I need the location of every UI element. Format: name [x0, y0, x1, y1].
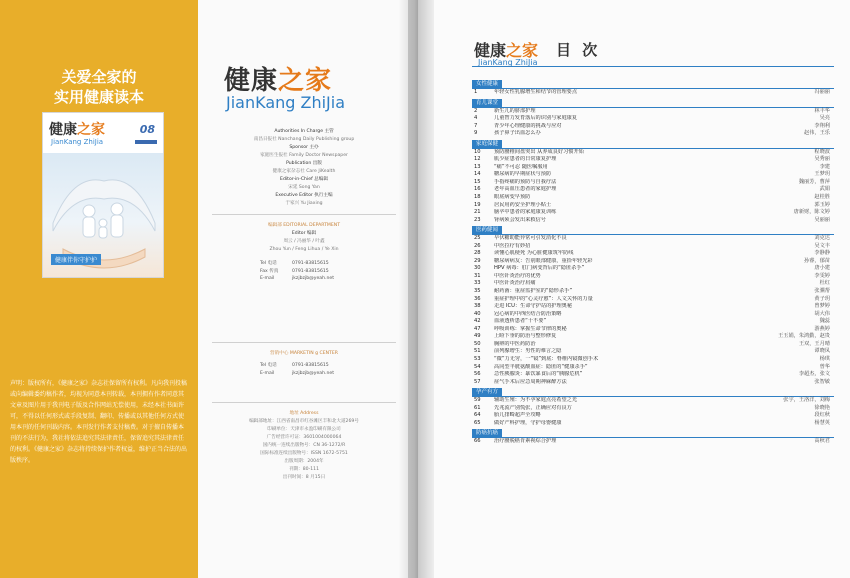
- entry-title: 前列腺增生：男性的难言之隐: [494, 348, 562, 355]
- entry-title: 脑卒中患者的家庭康复训练: [494, 209, 557, 216]
- entry-title: 老年高血压患者的家庭护理: [494, 186, 557, 193]
- toc-section: [472, 429, 834, 446]
- entry-author: 徐晓艳: [814, 404, 830, 411]
- entry-page-number: 56: [474, 371, 481, 378]
- masthead-page: [0, 0, 408, 578]
- toc-entry[interactable]: [472, 171, 834, 179]
- entry-page-number: 21: [474, 209, 481, 216]
- entry-page-number: 38: [474, 303, 481, 310]
- toc-entry[interactable]: [472, 108, 834, 116]
- publication-info: [210, 406, 398, 482]
- entry-page-number: 7: [474, 122, 478, 129]
- toc-entry[interactable]: [472, 288, 834, 296]
- entry-page-number: 31: [474, 272, 481, 279]
- entry-page-number: 50: [474, 340, 481, 347]
- marketing-center: [210, 346, 398, 377]
- entry-title: “微”力无穷，一“镜”到底：脊椎内镜微创手术: [494, 355, 599, 362]
- entry-title: 肾病须会发出来救信号: [494, 216, 546, 223]
- toc-entry[interactable]: [472, 243, 834, 251]
- email-row: E-mail jkzjbzjb@yeah.net: [260, 370, 335, 376]
- entry-title: 中医拉疗有妙招: [494, 242, 531, 249]
- credit-value: 南昌日报社 Nanchang Daily Publishing group: [253, 137, 355, 142]
- toc-entry[interactable]: [472, 420, 834, 428]
- entry-author: 吴丽丽: [814, 216, 830, 223]
- entry-page-number: 54: [474, 363, 481, 370]
- toc-entry[interactable]: [472, 130, 834, 138]
- entry-page-number: 29: [474, 257, 481, 264]
- table-of-contents-page: [418, 0, 850, 578]
- toc-entry[interactable]: [472, 149, 834, 157]
- entry-page-number: 26: [474, 242, 481, 249]
- entry-page-number: 51: [474, 348, 481, 355]
- entry-page-number: 19: [474, 201, 481, 208]
- toc-entry[interactable]: [472, 115, 834, 123]
- entry-title: 中医针灸治疗肩痛: [494, 280, 536, 287]
- entry-title: 眼底病变早预防: [494, 194, 531, 201]
- email-row: E-mail jkzjbzjb@yeah.net: [260, 276, 335, 281]
- toc-entry[interactable]: [472, 333, 834, 341]
- entry-author: 高秋君: [814, 438, 830, 445]
- entry-title: 肌少症患者的日常康复护理: [494, 156, 557, 163]
- divider: [212, 402, 396, 403]
- fax-row: Fax 传真 0791-83815615: [260, 268, 329, 274]
- divider: [212, 342, 396, 343]
- section-tag: 家庭保健: [472, 140, 502, 148]
- entry-page-number: 13: [474, 163, 481, 170]
- entry-title: 糖尿病病友：告别眼部健康，重拾年轻光彩: [494, 257, 593, 264]
- credit-label: Authorities In Charge 主管: [274, 129, 334, 134]
- entry-author: 王梦玥: [814, 171, 830, 178]
- entry-author: 李翔利: [814, 122, 830, 129]
- toc-entry[interactable]: [472, 341, 834, 349]
- entry-author: 唐小建: [814, 265, 830, 272]
- entry-title: 年轻女性乳腺增生和结节的管理要点: [494, 89, 578, 95]
- entry-page-number: 2: [474, 107, 478, 114]
- entry-title: 胸痹的中医药防治: [494, 340, 536, 347]
- entry-author: 谭晓凤: [814, 348, 830, 355]
- toc-list: [472, 78, 834, 446]
- toc-entry[interactable]: [472, 235, 834, 243]
- toc-entry[interactable]: [472, 412, 834, 420]
- entry-title: 孩子鼻子出血怎么办: [494, 130, 541, 137]
- toc-entry[interactable]: [472, 311, 834, 319]
- entry-author: 杨琪: [819, 355, 830, 362]
- entry-page-number: 1: [474, 89, 478, 95]
- slogan-line-1: 关爱全家的: [61, 68, 137, 86]
- entry-author: 魏丽芳，曹萍: [798, 178, 830, 185]
- entry-title: 做好产科护理，守护母婴健康: [494, 419, 562, 426]
- entry-author: 魏蕊: [819, 318, 830, 325]
- entry-title: 走进 ICU：生命守护站的护理奥秘: [494, 303, 573, 310]
- toc-entry[interactable]: [472, 209, 834, 217]
- toc-section: [472, 226, 834, 386]
- entry-author: 吴秀丽: [814, 156, 830, 163]
- section-tag: 防癌抗癌: [472, 429, 502, 437]
- magazine-logo-en: JianKang ZhiJia: [226, 93, 346, 112]
- copyright-statement: 声明：版权所有，《健康之家》杂志社保留所有权利。凡向我刊投稿或向编辑委约稿作者，均视为同意本刊转载，本刊拥有作者同意其文章及图片用于我刊电子版及合作网站无偿使用，未经本社书面许可，不得以任何形式或手段复制、翻印、传播或以其他任何方式使用本刊的任何刊载内容。本刊发行作者支付稿费。对于擅自传播本刊的不法行为，我社将依法追究其法律责任，保留追究其法律责任的权利。《健康之家》杂志将持续保护作者权益，维护正当合法的出版秩序。: [10, 380, 188, 464]
- entry-title: 急性胰腺炎：暴饮暴食后的“胰腺危机”: [494, 371, 583, 378]
- entry-title: 糖尿病的早期症状与预防: [494, 171, 552, 178]
- entry-author: 黄子玥: [814, 295, 830, 302]
- entry-author: 曾梦婷: [814, 303, 830, 310]
- toc-entry[interactable]: [472, 405, 834, 413]
- credit-label: Editor-in-Chief 总编辑: [280, 177, 328, 182]
- section-tag: 女性健康: [472, 80, 502, 88]
- toc-entry[interactable]: [472, 438, 834, 446]
- entry-author: 杜红: [819, 280, 830, 287]
- entry-author: 胡大伟: [814, 310, 830, 317]
- section-tag: 孕产有方: [472, 388, 502, 396]
- toc-entry[interactable]: [472, 379, 834, 387]
- toc-entry[interactable]: [472, 303, 834, 311]
- entry-page-number: 64: [474, 412, 481, 419]
- entry-title: 先兆流产别慌张，正确应对有良方: [494, 404, 572, 411]
- editors-cn: 周云 / 冯丽华 / 叶鑫: [283, 239, 325, 244]
- toc-entry[interactable]: [472, 280, 834, 288]
- tel-row: Tel 电话 0791-83815615: [260, 261, 329, 266]
- cover-family-illustration: [43, 153, 164, 278]
- page-gutter: [398, 0, 434, 578]
- entry-page-number: 14: [474, 171, 481, 178]
- entry-page-number: 61: [474, 404, 481, 411]
- entry-author: 吴亮: [819, 115, 830, 122]
- toc-entry[interactable]: [472, 296, 834, 304]
- cover-subtitle: JianKang ZhiJia: [51, 138, 104, 146]
- entry-title: 居民用药安全护理小贴士: [494, 201, 552, 208]
- info-row: 国际标准连续出版物号：ISSN 1672-5751: [260, 451, 348, 456]
- entry-page-number: 42: [474, 318, 481, 325]
- entry-author: 刘克达: [814, 235, 830, 242]
- toc-section: [472, 388, 834, 427]
- entry-title: 高同型半胱氨酸血症：隐匿的“健康杀手”: [494, 363, 588, 370]
- entry-title: 早伏糖助能异常可引发消化不良: [494, 235, 567, 242]
- info-row: 刊期：80-111: [288, 467, 320, 472]
- entry-page-number: 23: [474, 216, 481, 223]
- entry-title: 冠心病的中西医结合防治策略: [494, 310, 562, 317]
- entry-author: 吴文丰: [814, 242, 830, 249]
- section-tag: 医药健闻: [472, 226, 502, 234]
- toc-entry[interactable]: [472, 265, 834, 273]
- toc-logo-en: JianKang ZhiJia: [478, 58, 538, 67]
- credit-label: Publication 出版: [286, 161, 322, 166]
- toc-entry[interactable]: [472, 217, 834, 225]
- info-row: 国内统一连续出版物号：CN 36-1272/R: [262, 443, 346, 448]
- entry-title: 症气手术后应急周期神麻醉方法: [494, 378, 567, 385]
- toc-entry[interactable]: [472, 356, 834, 364]
- entry-title: 耐药菌：重症监护室的“隐形杀手”: [494, 288, 573, 295]
- credit-value: 宋延 Song Yan: [288, 185, 320, 190]
- toc-entry[interactable]: [472, 273, 834, 281]
- entry-title: 新生儿的脐部护理: [494, 107, 536, 114]
- entry-author: 郭玉婷: [814, 201, 830, 208]
- toc-section-header: [472, 429, 834, 438]
- toc-entry[interactable]: [472, 397, 834, 405]
- info-row: 印刷单位：天津市永盈印刷有限公司: [267, 427, 341, 432]
- entry-author: 李建: [819, 163, 830, 170]
- promo-column: [0, 0, 198, 578]
- entry-author: 武娟: [819, 186, 830, 193]
- entry-title: HPV 病毒：肛门病变背后的“隐匿杀手”: [494, 265, 585, 272]
- toc-header-rule: [472, 66, 834, 67]
- cover-issue-bar: [135, 140, 157, 144]
- toc-entry[interactable]: [472, 348, 834, 356]
- credit-value: 健康之家杂志社 Care JiKealth: [272, 169, 336, 174]
- entry-author: 游燕婷: [814, 325, 830, 332]
- entry-page-number: 36: [474, 295, 481, 302]
- magazine-logo: 健康之家: [224, 66, 333, 96]
- credit-label: Sponsor 主办: [289, 145, 319, 150]
- entry-page-number: 10: [474, 148, 481, 155]
- entry-title: 胎儿排畸超声全攻略: [494, 412, 541, 419]
- section-title: 编辑部 EDITORIAL DEPARTMENT: [268, 223, 340, 228]
- toc-section: [472, 99, 834, 138]
- entry-title: 上睑下垂的防治与整形修复: [494, 333, 557, 340]
- toc-section-header: [472, 226, 834, 235]
- entry-title: 血液透析患者“十不要”: [494, 318, 547, 325]
- credit-label: Executive Editor 执行主编: [275, 193, 333, 198]
- entry-page-number: 30: [474, 265, 481, 272]
- entry-page-number: 15: [474, 178, 481, 185]
- entry-page-number: 4: [474, 115, 478, 122]
- masthead-credits: [210, 128, 398, 208]
- info-row: 广告经营许可证：3601004000064: [266, 435, 342, 440]
- toc-entry[interactable]: [472, 258, 834, 266]
- toc-entry[interactable]: [472, 164, 834, 172]
- entry-author: 张骥帮: [814, 288, 830, 295]
- entry-page-number: 49: [474, 333, 481, 340]
- toc-entry[interactable]: [472, 318, 834, 326]
- toc-section-header: [472, 388, 834, 397]
- editors-en: Zhou Yun / Feng Lihua / Ye Xin: [269, 247, 339, 252]
- entry-title: 重症护理中的“心灵疗愈”：人文关怀的力量: [494, 295, 593, 302]
- entry-author: 李超杰，张文: [798, 371, 830, 378]
- entry-title: 青少年心理健康的挑战与应对: [494, 122, 562, 129]
- toc-entry[interactable]: [472, 250, 834, 258]
- entry-page-number: 40: [474, 310, 481, 317]
- divider: [212, 214, 396, 215]
- entry-author: 杨慧英: [814, 419, 830, 426]
- entry-page-number: 66: [474, 438, 481, 445]
- entry-page-number: 18: [474, 194, 481, 201]
- entry-author: 程晓波: [814, 148, 830, 155]
- cover-title: 健康之家: [49, 122, 105, 138]
- toc-logo: 健康之家: [474, 41, 539, 60]
- entry-page-number: 65: [474, 419, 481, 426]
- entry-author: 张智敏: [814, 378, 830, 385]
- entry-author: 王双，王月晴: [798, 340, 830, 347]
- entry-page-number: 9: [474, 130, 478, 137]
- entry-author: 王玉娟，朱鸿勤，赵贵: [778, 333, 830, 340]
- editor-label: Editor 编辑: [291, 231, 317, 236]
- entry-title: 呼吸训练：掌握生命节律的奥秘: [494, 325, 567, 332]
- toc-section: [472, 140, 834, 224]
- cover-issue-number: 08: [139, 123, 155, 136]
- entry-author: 张宇，王洛洋，刘梅: [783, 397, 830, 404]
- entry-author: 冯丽丽: [814, 89, 830, 95]
- entry-page-number: 25: [474, 235, 481, 242]
- slogan-line-2: 实用健康读本: [53, 88, 144, 106]
- tel-row: Tel 电话 0791-83815615: [260, 363, 329, 368]
- entry-author: 孙睿，郁苗: [804, 257, 830, 264]
- entry-author: 李雯婷: [814, 272, 830, 279]
- toc-section-header: [472, 99, 834, 108]
- entry-page-number: 33: [474, 280, 481, 287]
- toc-entry[interactable]: [472, 186, 834, 194]
- entry-page-number: 57: [474, 378, 481, 385]
- cover-caption: 健康伴你守护护: [51, 254, 101, 265]
- toc-entry[interactable]: [472, 364, 834, 372]
- toc-entry[interactable]: [472, 202, 834, 210]
- entry-author: 赵伟，王乐: [804, 130, 830, 137]
- credit-value: 于家兴 Yu Jiaxing: [285, 201, 323, 206]
- info-row: 出刊时间：8 月15日: [282, 475, 326, 480]
- entry-author: 李静静: [814, 250, 830, 257]
- info-row: 编辑部地址：江西省南昌市红谷滩区丰和北大道269号: [249, 419, 359, 424]
- toc-entry[interactable]: [472, 371, 834, 379]
- entry-page-number: 59: [474, 397, 481, 404]
- section-title: 地址 Address: [289, 411, 319, 416]
- cover-thumbnail: [42, 112, 164, 278]
- editorial-department: [210, 218, 398, 283]
- entry-title: 手指疼痛的预防与自我疗法: [494, 178, 557, 185]
- section-tag: 育儿课堂: [472, 99, 502, 107]
- toc-heading: 目 次: [556, 41, 601, 59]
- entry-author: 唐新财，陈文婷: [793, 209, 830, 216]
- entry-page-number: 16: [474, 186, 481, 193]
- entry-page-number: 35: [474, 288, 481, 295]
- toc-section-header: [472, 80, 834, 89]
- entry-author: 林丰华: [814, 107, 830, 114]
- info-row: 出版周期：2004年: [284, 459, 324, 464]
- toc-entry[interactable]: [472, 194, 834, 202]
- section-title: 营销中心 MARKETIN g CENTER: [270, 351, 338, 356]
- entry-title: “痛”不可忍 随医嘱服用: [494, 163, 548, 170]
- toc-section: [472, 80, 834, 97]
- credit-value: 家庭医生报社 Family Doctor Newspaper: [260, 153, 348, 158]
- toc-entry[interactable]: [472, 89, 834, 97]
- entry-title: 辅助生殖：为不孕家庭点亮希望之光: [494, 397, 578, 404]
- entry-page-number: 28: [474, 250, 481, 257]
- entry-title: 预防腰椎间盘突出 从养成良好习惯开始: [494, 148, 584, 155]
- entry-title: 读懂心肌梗死 为心脏健康筑牢防线: [494, 250, 574, 257]
- entry-page-number: 47: [474, 325, 481, 332]
- entry-author: 段红秋: [814, 412, 830, 419]
- toc-entry[interactable]: [472, 123, 834, 131]
- entry-author: 赵桂胜: [814, 194, 830, 201]
- entry-page-number: 53: [474, 355, 481, 362]
- entry-title: 中医针灸治疗的优势: [494, 272, 541, 279]
- toc-entry[interactable]: [472, 179, 834, 187]
- entry-title: 儿童智力发育落后的识别与家庭康复: [494, 115, 578, 122]
- entry-title: 治疗腰脱癌肯素视综合护理: [494, 438, 557, 445]
- toc-section-header: [472, 140, 834, 149]
- toc-entry[interactable]: [472, 156, 834, 164]
- entry-page-number: 12: [474, 156, 481, 163]
- entry-author: 曾华: [819, 363, 830, 370]
